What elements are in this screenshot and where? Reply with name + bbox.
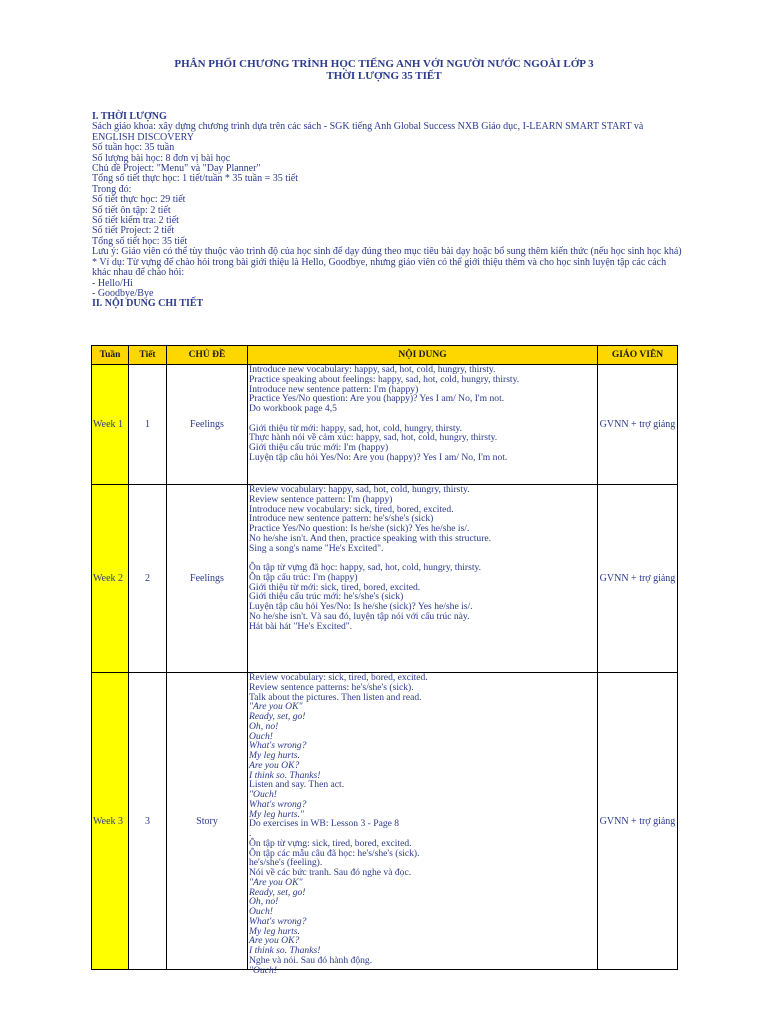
content-line: "Are you OK" <box>249 876 303 888</box>
content-line: I think so. Thanks! <box>249 945 321 956</box>
intro-line: Số tiết kiểm tra: 2 tiết <box>92 215 179 227</box>
content-line: Ôn tập các mẫu câu đã học: he's/she's (sick). <box>249 847 420 859</box>
intro-line: Số lượng bài học: 8 đơn vị bài học <box>92 152 231 164</box>
content-line: Ôn tập từ vựng đã học: happy, sad, hot, cold, hungry, thirsty. <box>249 562 482 573</box>
intro-line: Trong đó: <box>92 183 132 195</box>
header-topic: CHỦ ĐỀ <box>167 346 248 365</box>
teacher-cell: GVNN + trợ giảng <box>598 673 678 970</box>
intro-line: Số tiết Project: 2 tiết <box>92 225 175 237</box>
content-line: Hát bài hát "He's Excited". <box>249 620 353 632</box>
intro-line: - Goodbye/Bye <box>92 287 154 299</box>
header-content: NỘI DUNG <box>248 346 598 365</box>
content-line: My leg hurts. <box>249 750 300 761</box>
intro-line: Lưu ý: Giáo viên có thể tùy thuộc vào trình độ của học sinh để dạy đúng theo mục tiêu bài dạy hoặc bổ sung thêm kiến thức (nếu học sinh học khá) <box>92 246 682 258</box>
content-line: Ôn tập từ vựng: sick, tired, bored, excited. <box>249 837 412 849</box>
content-line: Are you OK? <box>249 935 300 947</box>
intro-line: Tổng số tiết học: 35 tiết <box>92 235 188 247</box>
content-line: My leg hurts." <box>249 808 304 820</box>
content-line: Do exercises in WB: Lesson 3 - Page 8 <box>249 818 400 830</box>
content-line: Are you OK? <box>249 759 300 771</box>
content-line: Introduce new sentence pattern: I'm (happy) <box>249 383 419 395</box>
content-line: Sing a song's name "He's Excited". <box>249 542 384 554</box>
content-line: What's wrong? <box>249 915 307 927</box>
content-line: Review sentence pattern: I'm (happy) <box>249 493 393 505</box>
header-period: Tiết <box>129 346 167 365</box>
content-line: Giới thiệu cấu trúc mới: he's/she's (sick) <box>249 591 404 603</box>
content-line: Oh, no! <box>249 720 279 732</box>
intro-line: Tổng số tiết thực học: 1 tiết/tuần * 35 tuần = 35 tiết <box>92 173 299 185</box>
week-cell: Week 2 <box>92 485 129 673</box>
content-line: Nghe và nói. Sau đó hành động. <box>249 954 373 966</box>
section-heading-details: II. NỘI DUNG CHI TIẾT <box>92 298 204 310</box>
content-line: Giới thiệu từ mới: happy, sad, hot, cold, hungry, thirsty. <box>249 422 463 434</box>
intro-line: Số tiết thực học: 29 tiết <box>92 194 186 206</box>
content-line: "Are you OK" <box>249 701 303 713</box>
content-lines <box>249 672 596 976</box>
intro-line: * Ví dụ: Từ vựng để chào hỏi trong bài giới thiệu là Hello, Goodbye, nhưng giáo viên có thể giới thiệu thêm và cho học sinh luyện tập các cách khác nhau để chào hỏi: <box>92 256 667 279</box>
content-cell <box>248 365 598 485</box>
table-row <box>92 673 678 970</box>
content-line: he's/she's (feeling). <box>249 857 323 869</box>
content-line: Thực hành nói về cảm xúc: happy, sad, hot, cold, hungry, thirsty. <box>249 432 498 444</box>
content-line: No he/she isn't. And then, practice speaking with this structure. <box>249 532 492 544</box>
content-line: Review sentence patterns: he's/she's (sick). <box>249 681 414 693</box>
table-header-row <box>92 346 678 365</box>
period-cell: 3 <box>129 673 167 970</box>
content-line: Ouch! <box>249 730 273 742</box>
intro-line: Số tuần học: 35 tuần <box>92 142 175 154</box>
content-line: Luyện tập câu hỏi Yes/No: Is he/she (sick)? Yes he/she is/. <box>249 601 473 612</box>
topic-cell: Feelings <box>167 485 248 673</box>
table-row <box>92 485 678 673</box>
content-line: Luyện tập câu hỏi Yes/No: Are you (happy)? Yes I am/ No, I'm not. <box>249 451 508 463</box>
topic-cell: Feelings <box>167 365 248 485</box>
content-line: Giới thiệu từ mới: sick, tired, bored, excited. <box>249 581 421 593</box>
header-teacher: GIÁO VIÊN <box>598 346 678 365</box>
content-line: Review vocabulary: sick, tired, bored, excited. <box>249 672 428 683</box>
content-line: Review vocabulary: happy, sad, hot, cold, hungry, thirsty. <box>249 484 470 495</box>
content-line: I think so. Thanks! <box>249 769 321 781</box>
period-cell: 1 <box>129 365 167 485</box>
content-line: "Ouch! <box>249 789 278 800</box>
content-line: Listen and say. Then act. <box>249 779 345 791</box>
teacher-cell: GVNN + trợ giảng <box>598 485 678 673</box>
content-line: Ouch! <box>249 906 273 917</box>
week-cell: Week 3 <box>92 673 129 970</box>
content-line: Oh, no! <box>249 896 279 908</box>
header-week: Tuần <box>92 346 129 365</box>
content-line: Ready, set, go! <box>249 711 306 722</box>
content-line: . <box>249 828 252 839</box>
content-cell <box>248 672 598 976</box>
intro-lines <box>92 122 682 299</box>
content-line: Introduce new vocabulary: sick, tired, bored, excited. <box>249 503 454 515</box>
content-line: What's wrong? <box>249 798 307 810</box>
content-cell <box>248 485 598 673</box>
content-line: Introduce new sentence pattern: he's/she's (sick) <box>249 513 434 525</box>
document-title <box>0 58 768 82</box>
intro-line: - Hello/Hi <box>92 277 133 289</box>
week-cell: Week 1 <box>92 365 129 485</box>
content-line: Practice speaking about feelings: happy, sad, hot, cold, hungry, thirsty. <box>249 373 520 385</box>
topic-cell: Story <box>167 673 248 970</box>
content-line: Practice Yes/No question: Are you (happy)? Yes I am/ No, I'm not. <box>249 393 505 405</box>
curriculum-table <box>91 345 678 976</box>
content-line: What's wrong? <box>249 740 307 752</box>
content-line: Talk about the pictures. Then listen and read. <box>249 691 422 703</box>
content-line: Ready, set, go! <box>249 886 306 898</box>
teacher-cell: GVNN + trợ giảng <box>598 365 678 485</box>
title-line-2: THỜI LƯỢNG 35 TIẾT <box>326 70 442 82</box>
section-heading-duration: I. THỜI LƯỢNG <box>92 111 167 122</box>
content-line: Practice Yes/No question: Is he/she (sick)? Yes he/she is/. <box>249 523 470 534</box>
content-lines <box>249 485 596 631</box>
content-line: Introduce new vocabulary: happy, sad, hot, cold, hungry, thirsty. <box>249 364 496 375</box>
content-line: Giới thiệu cấu trúc mới: I'm (happy) <box>249 442 389 453</box>
content-line: Ôn tập cấu trúc: I'm (happy) <box>249 571 358 583</box>
title-line-1: PHÂN PHỐI CHƯƠNG TRÌNH HỌC TIẾNG ANH VỚI NGƯỜI NƯỚC NGOÀI LỚP 3 <box>174 58 594 70</box>
content-line: "Ouch! <box>249 964 278 976</box>
intro-line: Số tiết ôn tập: 2 tiết <box>92 204 171 216</box>
period-cell: 2 <box>129 485 167 673</box>
content-line: Do workbook page 4,5 <box>249 403 337 414</box>
table-row <box>92 365 678 485</box>
intro-line: Sách giáo khoa: xây dựng chương trình dựa trên các sách - SGK tiếng Anh Global Success NXB Giáo dục, I-LEARN SMART START và ENGLISH DISCOVERY <box>92 121 644 143</box>
content-line: Nói về các bức tranh. Sau đó nghe và đọc. <box>249 867 412 878</box>
content-lines <box>249 365 596 463</box>
content-line: My leg hurts. <box>249 925 300 937</box>
content-line: No he/she isn't. Và sau đó, luyện tập nói với cấu trúc này. <box>249 610 470 622</box>
intro-section <box>92 112 682 310</box>
intro-line: Chủ đề Project: "Menu" và "Day Planner" <box>92 163 261 175</box>
